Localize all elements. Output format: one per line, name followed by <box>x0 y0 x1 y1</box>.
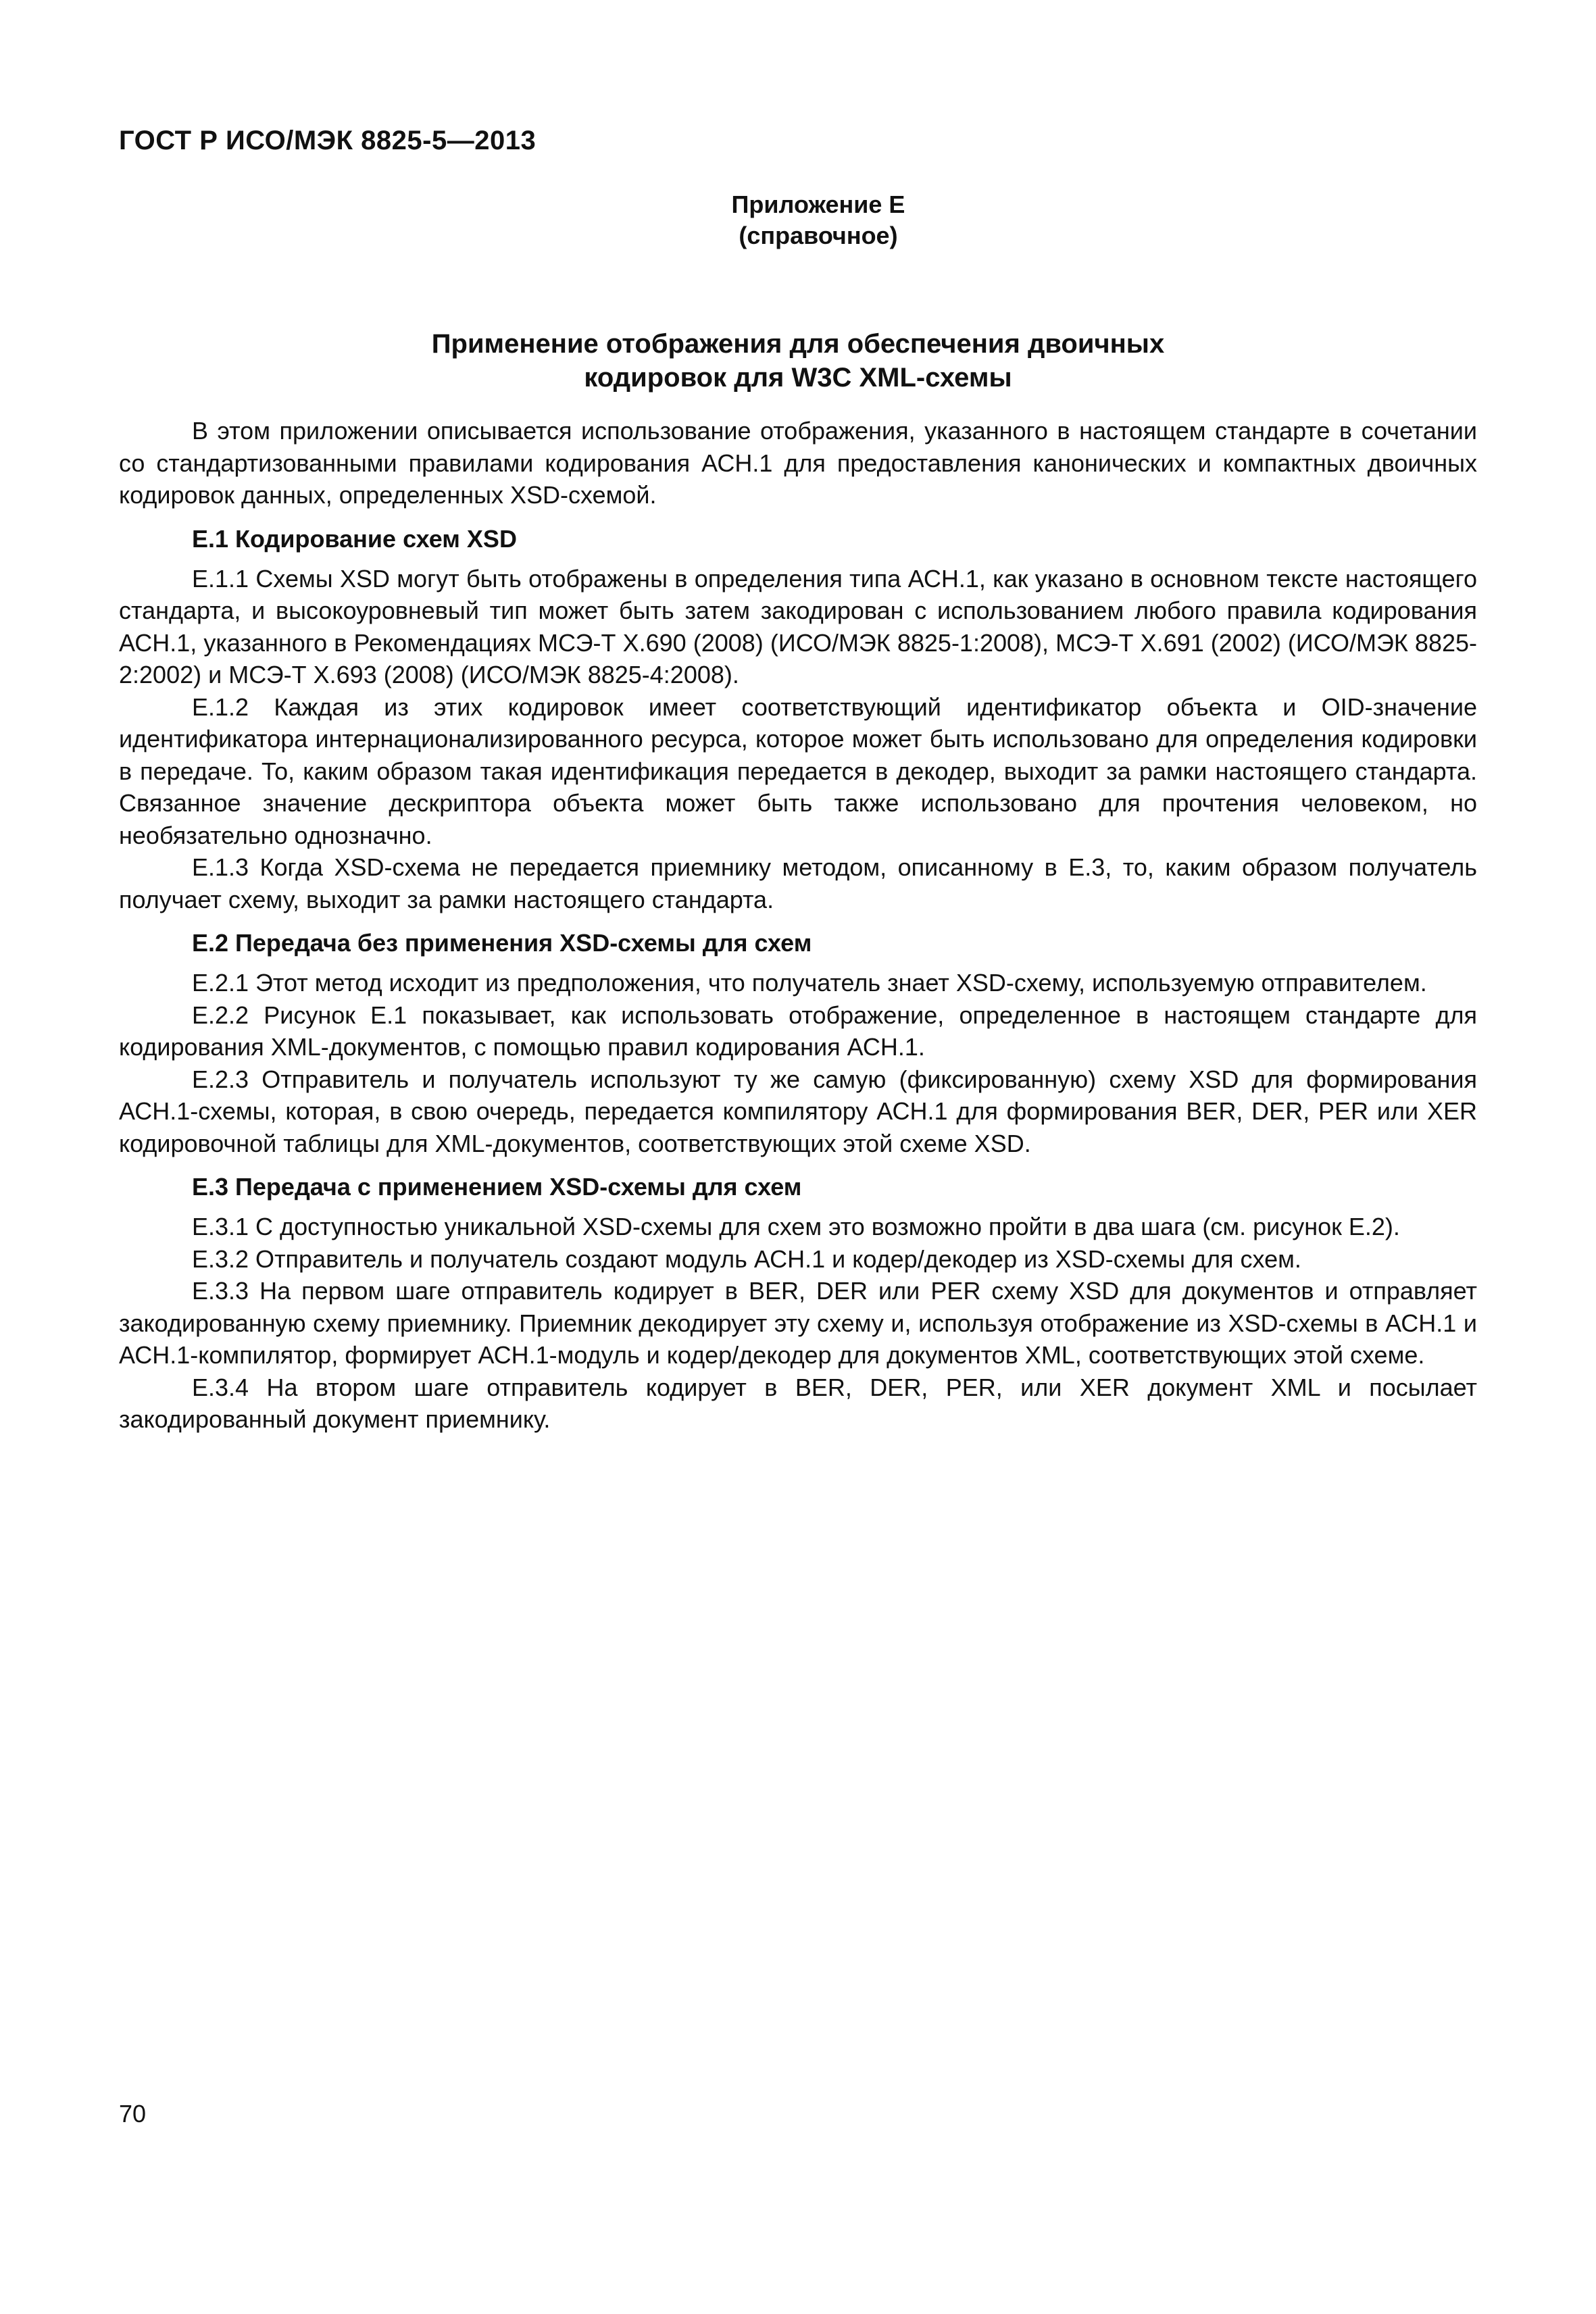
paragraph: Е.3.4 На втором шаге отправитель кодирует в BER, DER, PER, или XER документ XML и посылает закодированный документ приемнику. <box>119 1373 1477 1433</box>
paragraph: Е.3.2 Отправитель и получатель создают модуль АСН.1 и кодер/декодер из XSD-схемы для схем. <box>192 1244 1301 1273</box>
paragraph: Е.2.1 Этот метод исходит из предположения, что получатель знает XSD-схему, используемую отправителем. <box>192 969 1427 997</box>
section-e3 <box>119 1170 1477 1436</box>
section-heading: Е.3 Передача с применением XSD-схемы для схем <box>192 1173 802 1201</box>
intro-paragraph: В этом приложении описывается использование отображения, указанного в настоящем стандарте в сочетании со стандартизованными правилами кодирования АСН.1 для предоставления канонических и компактных двоичных кодировок данных, определенных XSD-схемой. <box>119 417 1477 509</box>
paragraph: Е.1.1 Схемы XSD могут быть отображены в определения типа АСН.1, как указано в основном тексте настоящего стандарта, и высокоуровневый тип может быть затем закодирован с использованием любого правила кодирования АСН.1, указанного в Рекомендациях МСЭ-Т Х.690 (2008) (ИСО/МЭК 8825-1:2008), МСЭ-Т Х.691 (2002) (ИСО/МЭК 8825-2:2002) и МСЭ-Т Х.693 (2008) (ИСО/МЭК 8825-4:2008). <box>119 564 1477 688</box>
annex-title <box>119 327 1477 395</box>
annex-label: Приложение Е <box>731 191 905 218</box>
annex-type: (справочное) <box>739 222 898 249</box>
section-heading: Е.1 Кодирование схем XSD <box>192 524 517 553</box>
document-header: ГОСТ Р ИСО/МЭК 8825-5—2013 <box>119 126 537 155</box>
paragraph: Е.2.3 Отправитель и получатель используют ту же самую (фиксированную) схему XSD для формирования АСН.1-схемы, которая, в свою очередь, передается компилятору АСН.1 для формирования BER, DER, PER или XER кодировочной таблицы для XML-документов, соответствующих этой схеме XSD. <box>119 1065 1477 1157</box>
paragraph: Е.3.3 На первом шаге отправитель кодирует в BER, DER или PER схему XSD для документов и отправляет закодированную схему приемнику. Приемник декодирует эту схему и, используя отображение из XSD-схемы в АСН.1 и АСН.1-компилятор, формирует АСН.1-модуль и кодер/декодер для документов XML, соответствующих этой схеме. <box>119 1277 1477 1369</box>
page-number: 70 <box>119 2100 147 2128</box>
section-heading: Е.2 Передача без применения XSD-схемы для схем <box>192 929 812 957</box>
annex-title-line-1: Применение отображения для обеспечения двоичных <box>431 329 1165 359</box>
paragraph: Е.1.2 Каждая из этих кодировок имеет соответствующий идентификатор объекта и OID-значение идентификатора интернационализированного ресурса, которое может быть использовано для определения кодировки в передаче. То, каким образом такая идентификация передается в декодер, выходит за рамки настоящего стандарта. Связанное значение дескриптора объекта может быть также использовано для прочтения человеком, но необязательно однозначно. <box>119 693 1477 849</box>
paragraph: Е.1.3 Когда XSD-схема не передается приемнику методом, описанному в Е.3, то, каким образом получатель получает схему, выходит за рамки настоящего стандарта. <box>119 853 1477 913</box>
paragraph: Е.2.2 Рисунок Е.1 показывает, как использовать отображение, определенное в настоящем стандарте для кодирования XML-документов, с помощью правил кодирования АСН.1. <box>119 1001 1477 1061</box>
section-e1 <box>119 522 1477 916</box>
section-e2 <box>119 926 1477 1159</box>
paragraph: Е.3.1 С доступностью уникальной XSD-схемы для схем это возможно пройти в два шага (см. рисунок Е.2). <box>192 1213 1400 1240</box>
document-page <box>119 122 1477 1436</box>
annex-title-line-2: кодировок для W3C XML-схемы <box>584 363 1012 393</box>
